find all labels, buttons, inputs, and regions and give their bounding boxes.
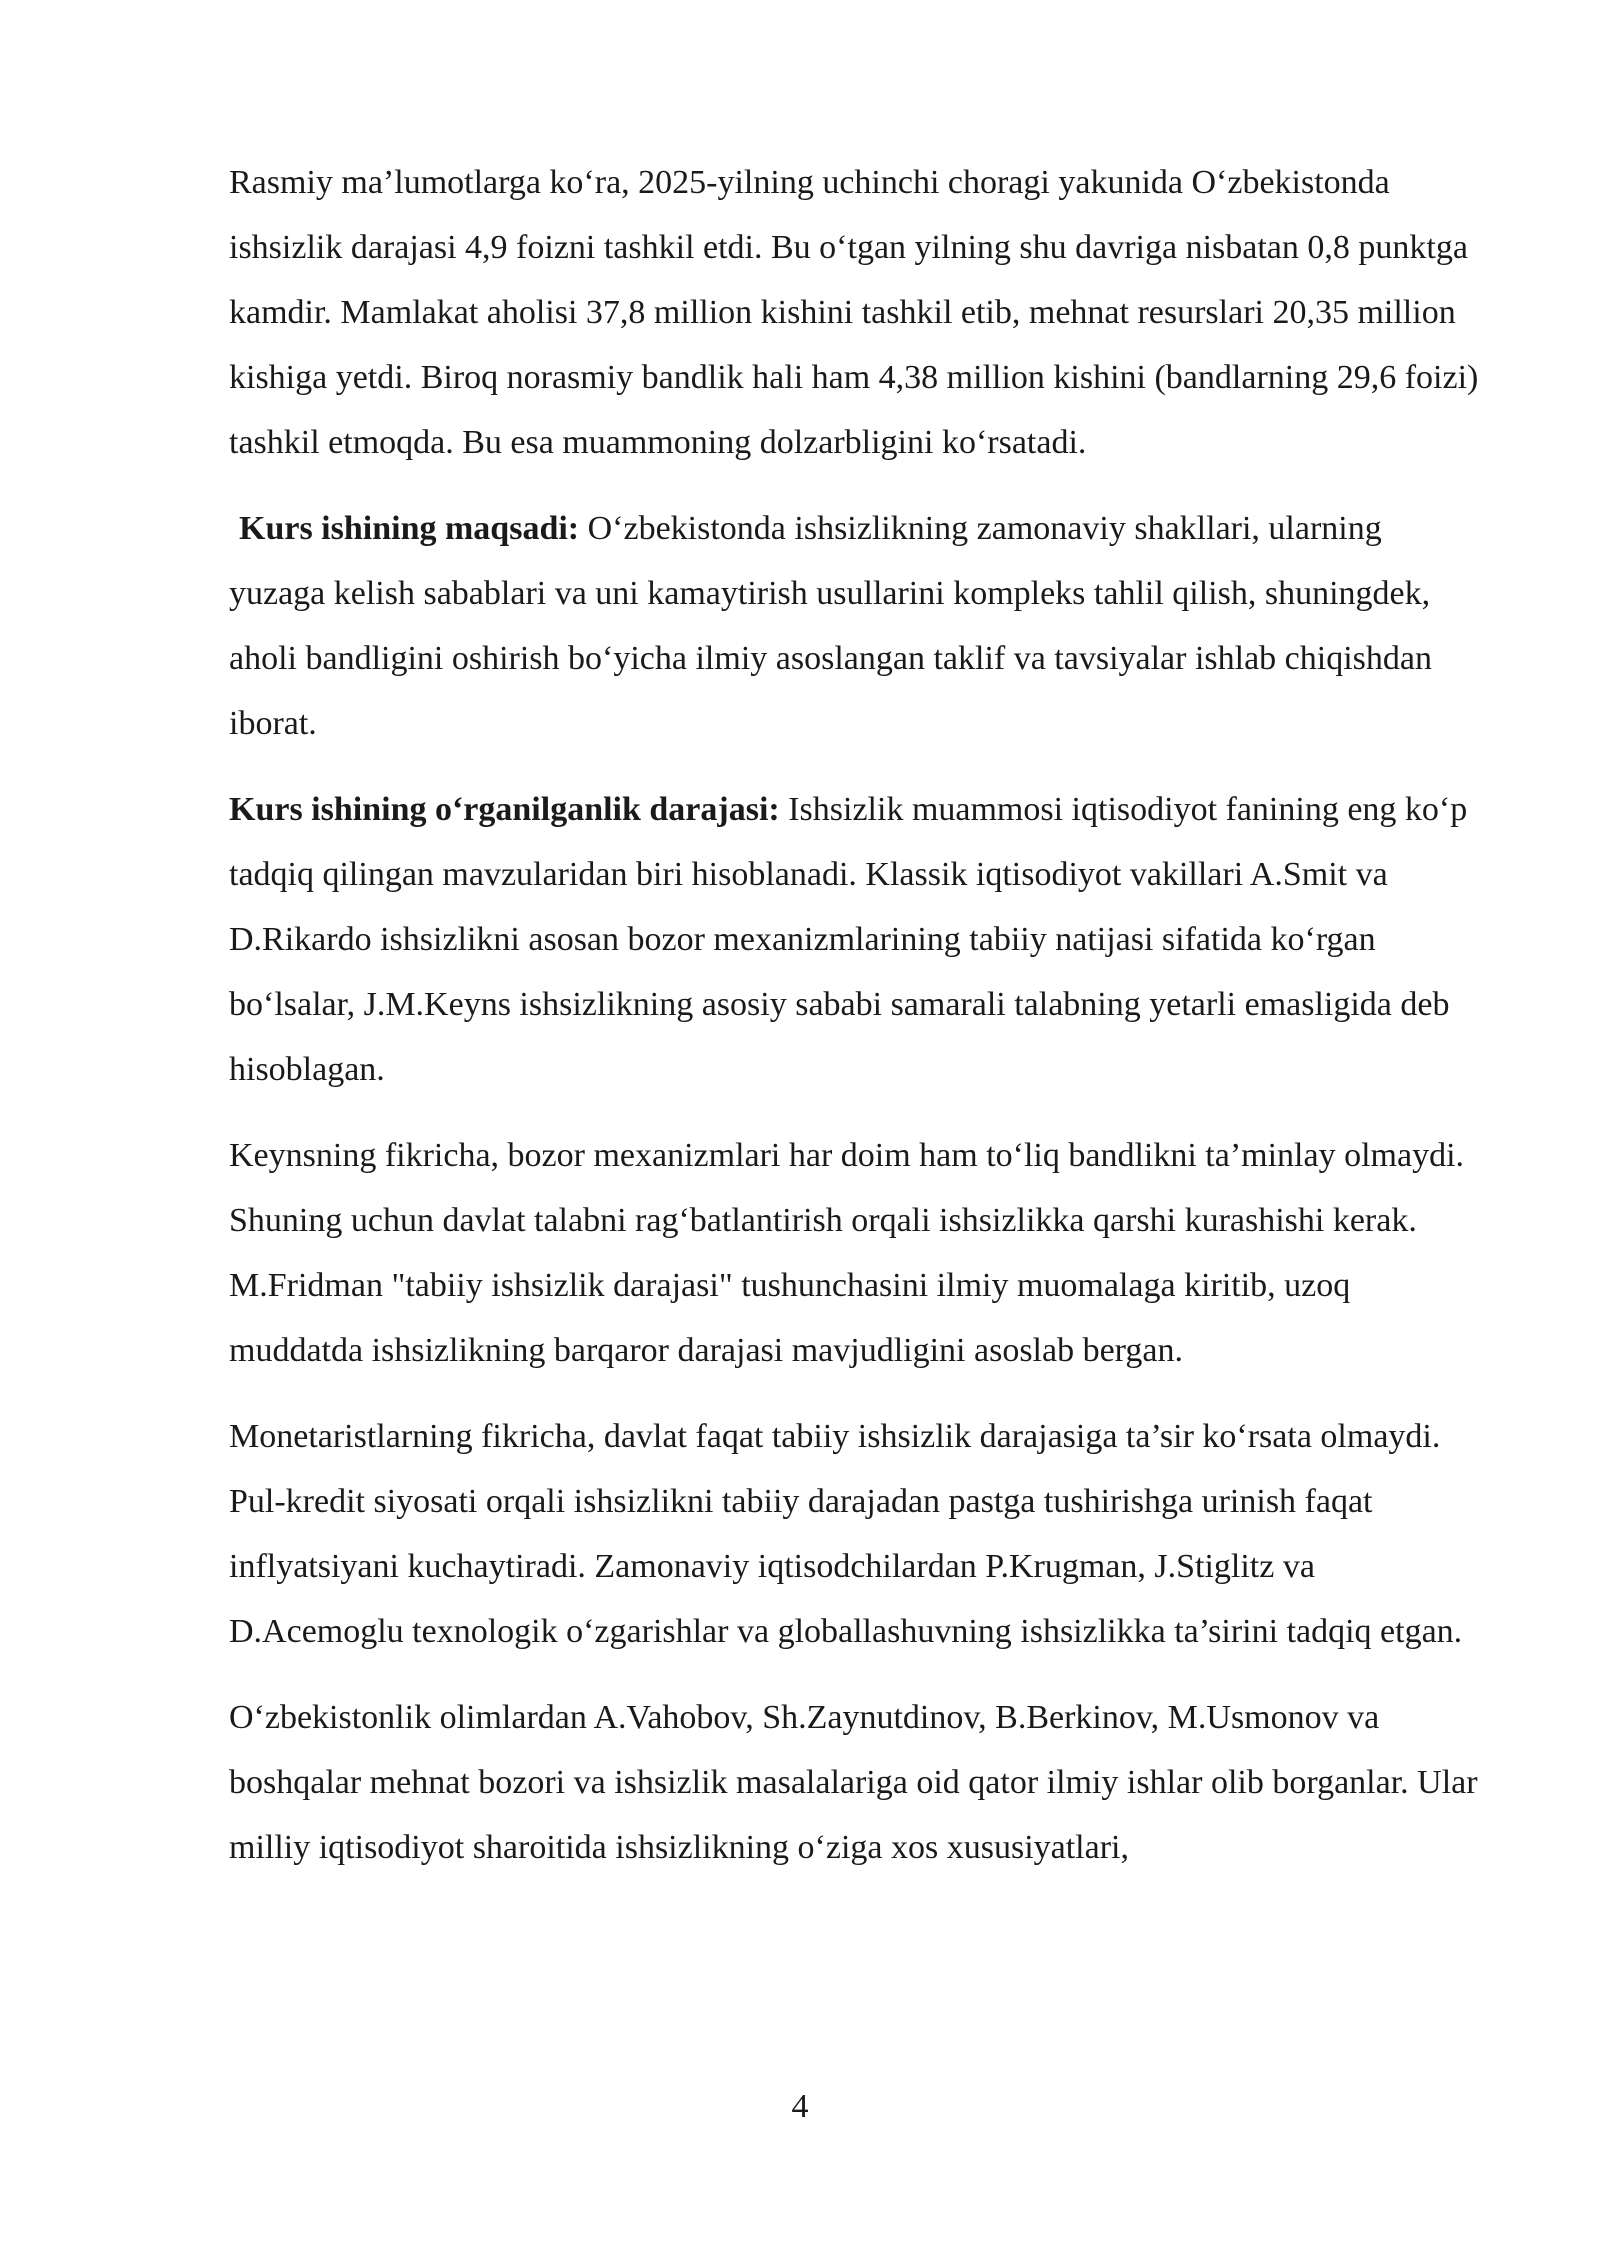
- paragraph-research-degree: [229, 777, 1479, 1102]
- paragraph-official-statistics: [229, 150, 1479, 475]
- paragraph-course-goal: [229, 496, 1479, 756]
- paragraph-text: Monetaristlarning fikricha, davlat faqat tabiiy ishsizlik darajasiga ta’sir ko‘rsata olmaydi. Pul-kredit siyosati orqali ishsizlikni tabiiy darajadan pastga tushirishga urinish faqat inflyatsiyani kuchaytiradi. Zamonaviy iqtisodchilardan P.Krugman, J.Stiglitz va D.Acemoglu texnologik o‘zgarishlar va globallashuvning ishsizlikka ta’sirini tadqiq etgan.: [229, 1418, 1463, 1650]
- paragraph-text: Ishsizlik muammosi iqtisodiyot fanining eng ko‘p tadqiq qilingan mavzularidan biri hisoblanadi. Klassik iqtisodiyot vakillari A.Smit va D.Rikardo ishsizlikni asosan bozor mexanizmlarining tabiiy natijasi sifatida ko‘rgan bo‘lsalar, J.M.Keyns ishsizlikning asosiy sababi samarali talabning yetarli emasligida deb hisoblagan.: [229, 791, 1468, 1088]
- page-body: [229, 150, 1479, 1901]
- paragraph-text: O‘zbekistonda ishsizlikning zamonaviy shakllari, ularning yuzaga kelish sabablari va uni kamaytirish usullarini kompleks tahlil qilish, shuningdek, aholi bandligini oshirish bo‘yicha ilmiy asoslangan taklif va tavsiyalar ishlab chiqishdan iborat.: [229, 510, 1432, 742]
- paragraph-text: Rasmiy ma’lumotlarga ko‘ra, 2025-yilning uchinchi choragi yakunida O‘zbekistonda ishsizlik darajasi 4,9 foizni tashkil etdi. Bu o‘tgan yilning shu davriga nisbatan 0,8 punktga kamdir. Mamlakat aholisi 37,8 million kishini tashkil etib, mehnat resurslari 20,35 million kishiga yetdi. Biroq norasmiy bandlik hali ham 4,38 million kishini (bandlarning 29,6 foizi) tashkil etmoqda. Bu esa muammoning dolzarbligini ko‘rsatadi.: [229, 164, 1479, 461]
- paragraph-uzbek-scholars: [229, 1685, 1479, 1880]
- paragraph-text: Keynsning fikricha, bozor mexanizmlari har doim ham to‘liq bandlikni ta’minlay olmaydi. Shuning uchun davlat talabni rag‘batlantirish orqali ishsizlikka qarshi kurashishi kerak. M.Fridman "tabiiy ishsizlik darajasi" tushunchasini ilmiy muomalaga kiritib, uzoq muddatda ishsizlikning barqaror darajasi mavjudligini asoslab bergan.: [229, 1137, 1465, 1369]
- paragraph-heading: Kurs ishining o‘rganilganlik darajasi:: [229, 791, 780, 828]
- paragraph-heading: Kurs ishining maqsadi:: [239, 510, 580, 547]
- paragraph-keynes: [229, 1123, 1479, 1383]
- page-number: 4: [791, 2088, 809, 2125]
- paragraph-text: O‘zbekistonlik olimlardan A.Vahobov, Sh.Zaynutdinov, B.Berkinov, M.Usmonov va boshqalar mehnat bozori va ishsizlik masalalariga oid qator ilmiy ishlar olib borganlar. Ular milliy iqtisodiyot sharoitida ishsizlikning o‘ziga xos xususiyatlari,: [229, 1699, 1478, 1866]
- paragraph-monetarists: [229, 1404, 1479, 1664]
